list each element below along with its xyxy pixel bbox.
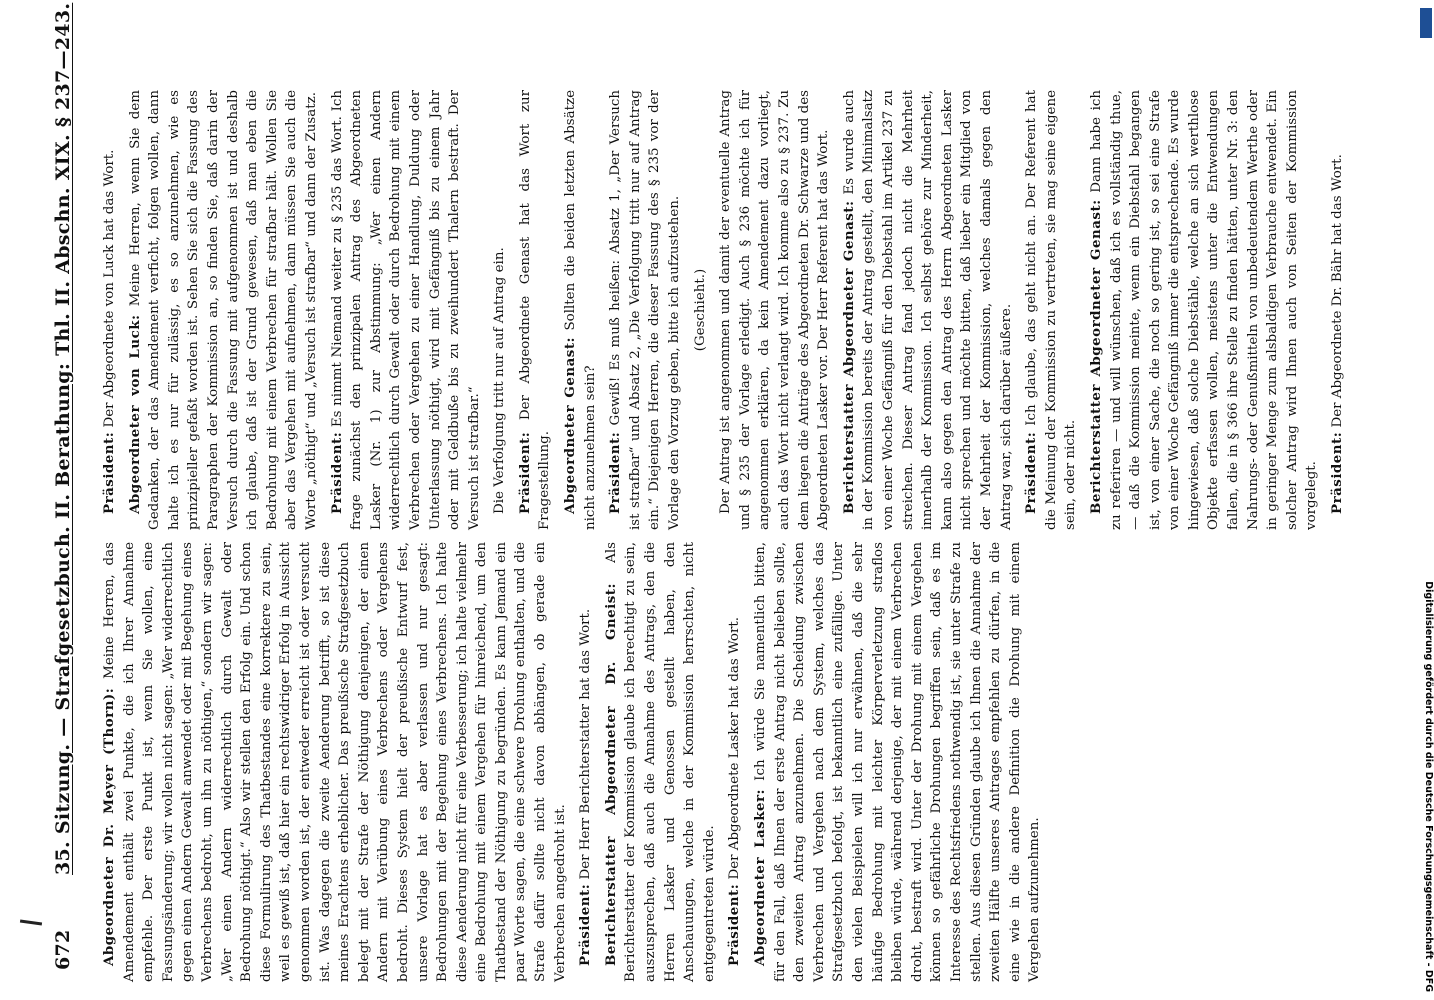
paragraph — [490, 90, 510, 530]
paragraph-text: Meine Herren, wenn Sie dem Gedanken, der das Amendement verficht, folgen wollen, dann halte ich es nur für zulässig, es so anzunehmen, wie es prinzipieller gefaßt worden ist. Sehen Sie sich die Fassung des Paragraphen der Kommission an, so finden Sie, daß darin der Versuch durch die Fassung mit aufgenommen ist und deshalb ich glaube, daß ist der Grund gewesen, daß man eben die Bedrohung mit einem Verbrechen für strafbar hält. Wollen Sie aber das Vergehen mit aufnehmen, dann müssen Sie auch die Worte „nöthigt“ und „Versuch ist strafbar“ und dann der Zusatz. — [127, 89, 319, 530]
paragraph-text: Ich würde Sie namentlich bitten, für den Fall, daß Ihnen der erste Antrag nicht belieben sollte, den zweiten Antrag anzunehmen. Die Scheidung zwischen Verbrechen und Vergehen nach dem System, welches das Strafgesetzbuch befolgt, ist bekanntlich eine zufällige. Unter den vielen Beispielen will ich nur erwähnen, daß die sehr häufige Bedrohung mit leichter Körperverletzung straflos bleiben würde, während derjenige, der mit einem Verbrechen droht, bestraft wird. Unter der Drohung mit einem Vergehen können so gefährliche Drohungen begriffen sein, daß es im Interesse des Rechtsfriedens nothwendig ist, sie unter Strafe zu stellen. Aus diesen Gründen glaube ich Ihnen die Annahme der zweiten Hälfte unseres Antrages empfehlen zu dürfen, in die eine wie in die andere Definition die Drohung mit einem Vergehen aufzunehmen. — [753, 542, 1043, 982]
paragraph — [691, 90, 711, 530]
speaker-label: Berichterstatter Abgeordneter Genast: — [1087, 199, 1104, 514]
paragraph-text: Der Herr Berichterstatter hat das Wort. — [578, 608, 594, 880]
speaker-label: Präsident: — [607, 431, 624, 514]
speaker-label: Präsident: — [726, 883, 743, 966]
paragraph — [1087, 90, 1322, 530]
paragraph-text: Sollten die beiden letzten Absätze nicht anzunehmen sein? — [563, 89, 598, 530]
paragraph-text: Die Verfolgung tritt nur auf Antrag ein. — [492, 247, 508, 514]
speaker-label: Berichterstatter Abgeordneter Genast: — [840, 200, 857, 514]
paragraph — [100, 542, 570, 982]
speaker-label: Abgeordneter Genast: — [562, 337, 579, 514]
credit-text: Digitalisierung gefördert durch die Deutsche Forschungsgemeinschaft - DFG — [1423, 581, 1434, 992]
paragraph — [576, 542, 596, 982]
speaker-label: Abgeordneter Dr. Meyer (Thorn): — [101, 687, 117, 966]
paragraph — [100, 90, 120, 530]
paragraph-text: Dann habe ich zu referiren — und will wünschen, daß ich es vollständig thue, — daß die Kommission meinte, wenn ein Diebstahl begangen ist, von einer Sache, die noch so gering ist, so sei eine Strafe von einer Woche Gefängniß immer die entsprechende. Es wurde hingewiesen, daß solche Diebstähle, welche an sich werthlose Objekte erfassen wollen, meistens unter die Entwendungen fallen, die in § 366 ihre Stelle zu finden hätten, unter Nr. 3: den Nahrungs- oder Genußmitteln von unbedeutendem Werthe oder in geringer Menge zum alsbaldigen Verbrauche entwendet. Ein solcher Antrag wird Ihnen auch von Seiten der Kommission vorgelegt. — [1088, 90, 1320, 530]
paragraph — [840, 90, 1016, 530]
speaker-label: Präsident: — [516, 431, 533, 514]
text-column-right — [100, 89, 1346, 530]
paragraph — [1022, 90, 1081, 530]
speaker-label: Präsident: — [577, 883, 594, 966]
speaker-label: Abgeordneter von Luck: — [126, 314, 143, 514]
paragraph-text: Der Abgeordnete von Luck hat das Wort. — [102, 149, 117, 428]
paragraph-text: Als Berichterstatter der Kommission glaube ich berechtigt zu sein, auszusprechen, daß auch die Annahme des Antrags, den die Herren Lasker und Genossen gestellt haben, den Anschauungen, welche in der Kommission herrschten, nicht entgegentreten würde. — [603, 542, 717, 982]
paragraph — [751, 542, 1045, 982]
paragraph — [516, 90, 555, 530]
page-number: 672 — [52, 929, 74, 970]
speaker-label: Präsident: — [1023, 431, 1040, 514]
paragraph-text: Der Antrag ist angenommen und damit der eventuelle Antrag und § 235 der Vorlage erledigt. Auch § 236 möchte ich für angenommen erklären, da kein Amendement dazu vorliegt, auch das Wort nicht verlangt wird. Ich komme also zu § 237. Zu dem liegen die Anträge des Abgeordneten Dr. Schwarze und des Abgeordneten Lasker vor. Der Herr Referent hat das Wort. — [718, 90, 832, 530]
paragraph-text: Ich glaube, das geht nicht an. Der Referent hat die Meinung der Kommission zu vertreten, sie mag seine eigene sein, oder nicht. — [1024, 90, 1079, 530]
paragraph-text: Es wurde auch in der Kommission bereits der Antrag gestellt, den Minimalsatz von einer Woche Gefängniß für den Diebstahl im Artikel 237 zu streichen. Dieser Antrag fand jedoch nicht die Mehrheit innerhalb der Kommission. Ich selbst gehöre zur Minderheit, kann also gegen den Antrag des Herrn Abgeordneten Lasker nicht sprechen und möchte bitten, daß lieber ein Mitglied von der Mehrheit der Kommission, welches damals gegen den Antrag war, sich darüber äußere. — [841, 90, 1014, 530]
speaker-label: Präsident: — [328, 431, 345, 514]
speaker-label: Präsident: — [101, 431, 117, 514]
paragraph — [725, 542, 745, 982]
speaker-label: Berichterstatter Abgeordneter Dr. Gneist: — [602, 583, 619, 966]
paragraph — [716, 90, 834, 530]
paragraph-text: Der Abgeordnete Genast hat das Wort zur Fragestellung. — [517, 90, 553, 530]
text-column-left — [100, 542, 1320, 982]
speaker-label: Präsident: — [1329, 431, 1346, 514]
paragraph — [561, 90, 600, 530]
paragraph — [328, 90, 485, 530]
paragraph-text: Gewiß! Es muß heißen: Absatz 1, „Der Versuch ist strafbar“ und Absatz 2, „Die Verfolgung tritt nur auf Antrag ein.“ Diejenigen Herren, die dieser Fassung des § 235 vor der Vorlage den Vorzug geben, bitte ich aufzustehen. — [608, 90, 683, 530]
paragraph — [1328, 90, 1348, 530]
paragraph-text: (Geschieht.) — [692, 268, 708, 352]
paragraph — [602, 542, 720, 982]
paragraph-text: Meine Herren, das Amendement enthält zwei Punkte, die ich Ihrer Annahme empfehle. Der erste Punkt ist, wenn Sie wollen, eine Fassungsänderung; wir wollen nicht sagen: „Wer widerrechtlich gegen einen Andern Gewalt anwendet oder mit Begehung eines Verbrechens bedroht, um ihn zu nöthigen,“ sondern wir sagen: „Wer einen Andern widerrechtlich durch Gewalt oder Bedrohung nöthigt.“ Also wir stellen den Erfolg ein. Und schon diese Formulirung des Thatbestandes eine korrektere zu sein, weil es gewiß ist, daß hier ein rechtswidriger Erfolg in Aussicht genommen worden ist, der entweder erreicht ist oder versucht ist. Was dagegen die zweite Aenderung betrifft, so ist diese meines Erachtens erheblicher. Das preußische Strafgesetzbuch belegt mit der Strafe der Nöthigung denjenigen, der einen Andern mit Verübung eines Verbrechens oder Vergehens bedroht. Dieses System hielt der preußische Entwurf fest, unsere Vorlage hat es aber verlassen und nur gesagt: Bedrohungen mit der Begehung eines Verbrechens. Ich halte diese Aenderung nicht für eine Verbesserung; ich halte vielmehr eine Bedrohung mit einem Vergehen für hinreichend, um den Thatbestand der Nöthigung zu begründen. Es kann Jemand ein paar Worte sagen, die eine schwere Drohung enthalten, und die Strafe dafür sollte nicht davon abhängen, ob gerade ein Verbrechen angedroht ist. — [102, 542, 568, 982]
paragraph-text: Der Abgeordnete Lasker hat das Wort. — [727, 617, 743, 880]
paragraph — [606, 90, 684, 530]
margin-mark — [20, 919, 42, 925]
speaker-label: Abgeordneter Lasker: — [752, 788, 768, 966]
page-header — [52, 2, 92, 970]
paragraph-text: Es nimmt Niemand weiter zu § 235 das Wort. Ich frage zunächst den prinzipalen Antrag des Abgeordneten Lasker (Nr. 1) zur Abstimmung: „Wer einen Andern widerrechtlich durch Gewalt oder durch Bedrohung mit einem Verbrechen oder Vergehen zu einer Handlung, Duldung oder Unterlassung nöthigt, wird mit Gefängniß bis zu einem Jahr oder mit Geldbuße bis zu zweihundert Thalern bestraft. Der Versuch ist strafbar.“ — [329, 89, 482, 530]
paragraph — [126, 90, 322, 530]
digitization-credit — [1420, 12, 1434, 992]
running-title: 35. Sitzung. — Strafgesetzbuch. II. Berathung: Thl. II. Abschn. XIX. § 237—243. — [52, 2, 74, 875]
paragraph-text: Der Abgeordnete Dr. Bähr hat das Wort. — [1330, 154, 1346, 428]
